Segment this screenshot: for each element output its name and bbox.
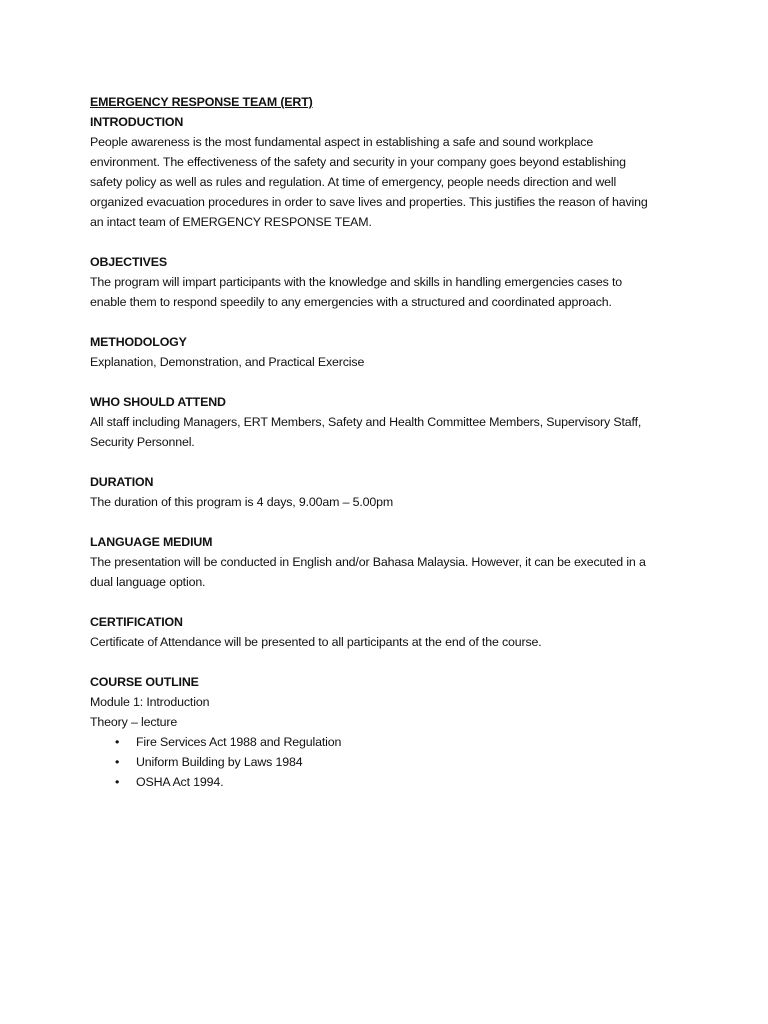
paragraph-line: dual language option. xyxy=(90,575,206,589)
course-outline-list xyxy=(90,732,690,792)
section-methodology xyxy=(90,332,690,372)
duration-paragraph xyxy=(90,492,690,512)
objectives-paragraph xyxy=(90,272,690,312)
methodology-paragraph xyxy=(90,352,690,372)
paragraph-line: The duration of this program is 4 days, 9.00am – 5.00pm xyxy=(90,495,394,509)
bullet-icon: • xyxy=(115,755,120,769)
list-item-text: Fire Services Act 1988 and Regulation xyxy=(136,735,342,749)
paragraph-line: Certificate of Attendance will be presented to all participants at the end of the course. xyxy=(90,635,542,649)
document-page xyxy=(90,92,690,792)
module-title: Module 1: Introduction xyxy=(90,695,210,709)
paragraph-line: The program will impart participants with the knowledge and skills in handling emergencies cases to xyxy=(90,275,622,289)
module-subheading: Theory – lecture xyxy=(90,715,178,729)
paragraph-line: safety policy as well as rules and regulation. At time of emergency, people needs direction and well xyxy=(90,175,617,189)
bullet-icon: • xyxy=(115,775,120,789)
section-course-outline xyxy=(90,672,690,792)
list-item xyxy=(90,732,690,752)
who-should-attend-paragraph xyxy=(90,412,690,452)
list-item-text: Uniform Building by Laws 1984 xyxy=(136,755,303,769)
paragraph-line: The presentation will be conducted in English and/or Bahasa Malaysia. However, it can be executed in a xyxy=(90,555,646,569)
section-certification xyxy=(90,612,690,652)
paragraph-line: All staff including Managers, ERT Members, Safety and Health Committee Members, Supervisory Staff, xyxy=(90,415,642,429)
certification-paragraph xyxy=(90,632,690,652)
bullet-icon: • xyxy=(115,735,120,749)
heading-language-medium: LANGUAGE MEDIUM xyxy=(90,535,213,549)
document-title: EMERGENCY RESPONSE TEAM (ERT) xyxy=(90,95,313,109)
heading-certification: CERTIFICATION xyxy=(90,615,183,629)
paragraph-line: Explanation, Demonstration, and Practical Exercise xyxy=(90,355,365,369)
section-duration xyxy=(90,472,690,512)
introduction-paragraph xyxy=(90,132,690,232)
heading-methodology: METHODOLOGY xyxy=(90,335,187,349)
list-item xyxy=(90,752,690,772)
language-medium-paragraph xyxy=(90,552,690,592)
heading-who-should-attend: WHO SHOULD ATTEND xyxy=(90,395,226,409)
list-item xyxy=(90,772,690,792)
section-language-medium xyxy=(90,532,690,592)
paragraph-line: organized evacuation procedures in order to save lives and properties. This justifies the reason of having xyxy=(90,195,648,209)
section-objectives xyxy=(90,252,690,312)
section-who-should-attend xyxy=(90,392,690,452)
list-item-text: OSHA Act 1994. xyxy=(136,775,224,789)
paragraph-line: environment. The effectiveness of the safety and security in your company goes beyond establishing xyxy=(90,155,626,169)
paragraph-line: People awareness is the most fundamental aspect in establishing a safe and sound workplace xyxy=(90,135,594,149)
heading-duration: DURATION xyxy=(90,475,154,489)
heading-introduction: INTRODUCTION xyxy=(90,115,184,129)
paragraph-line: an intact team of EMERGENCY RESPONSE TEAM. xyxy=(90,215,372,229)
paragraph-line: Security Personnel. xyxy=(90,435,195,449)
paragraph-line: enable them to respond speedily to any emergencies with a structured and coordinated approach. xyxy=(90,295,612,309)
heading-objectives: OBJECTIVES xyxy=(90,255,167,269)
section-introduction xyxy=(90,112,690,232)
heading-course-outline: COURSE OUTLINE xyxy=(90,675,199,689)
